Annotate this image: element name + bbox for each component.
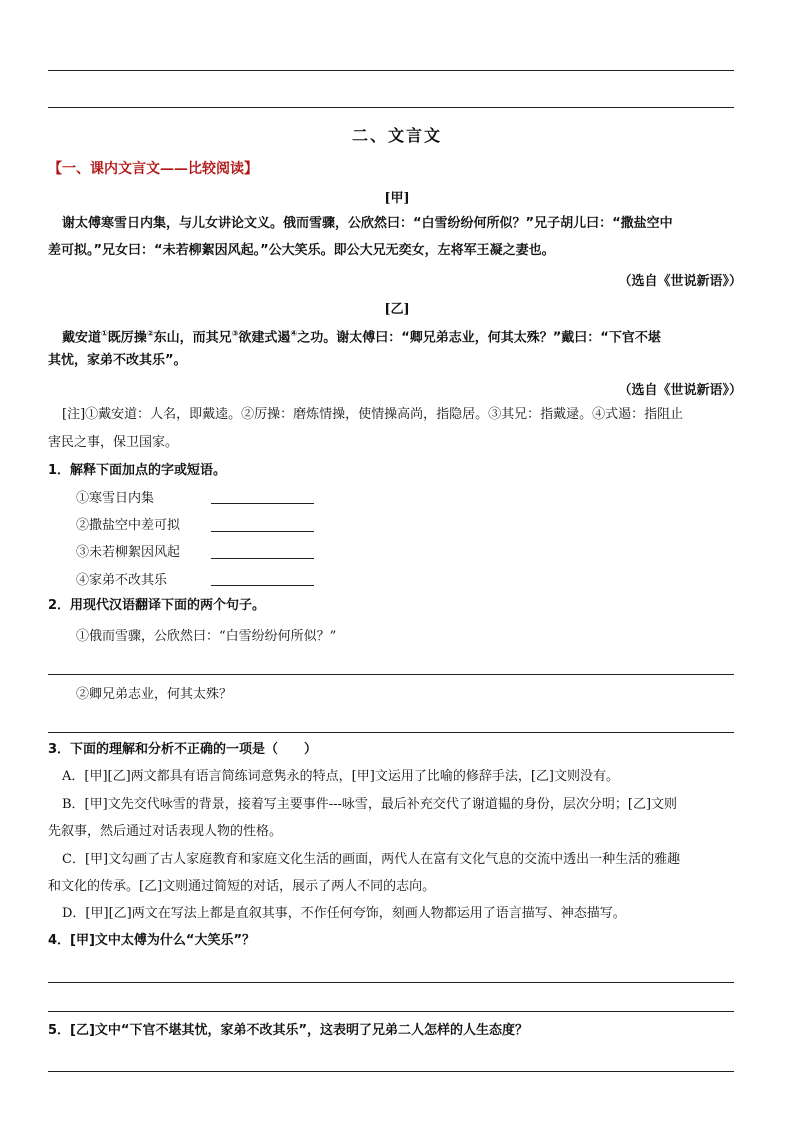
- passage-a-label: [甲]: [384, 191, 410, 206]
- section-heading: 【一、课内文言文——比较阅读】: [48, 161, 258, 177]
- page-title: 二、文言文: [351, 126, 442, 145]
- question-4-title: 4．[甲]文中太傅为什么“大笑乐”？: [48, 933, 256, 948]
- passage-b-text: 东山，而其兄: [153, 330, 232, 346]
- question-3-option-b: B．[甲]文先交代咏雪的背景，接着写主要事件---咏雪，最后补充交代了谢道韫的身份，层次分明；[乙]文则: [62, 797, 678, 812]
- answer-blank[interactable]: [211, 503, 314, 504]
- footnote-marker: ④: [290, 329, 298, 338]
- passage-b-text: 戴安道: [62, 330, 102, 346]
- answer-line[interactable]: [48, 674, 734, 675]
- question-2-title: 2．用现代汉语翻译下面的两个句子。: [48, 598, 266, 613]
- question-3-option-c: 和文化的传承。[乙]文则通过简短的对话，展示了两人不同的志向。: [48, 879, 436, 894]
- question-1-item: ②撒盐空中差可拟: [76, 518, 181, 533]
- answer-blank[interactable]: [211, 585, 314, 586]
- note-line: 害民之事，保卫国家。: [48, 435, 179, 450]
- question-2-sentence: ①俄而雪骤，公欣然曰：“白雪纷纷何所似？”: [76, 629, 337, 644]
- passage-b-label: [乙]: [384, 302, 410, 317]
- answer-line: [48, 70, 734, 71]
- answer-line[interactable]: [48, 1071, 734, 1072]
- question-3-option-b: 先叙事，然后通过对话表现人物的性格。: [48, 824, 283, 839]
- question-3-option-d: D．[甲][乙]两文在写法上都是直叙其事，不作任何夸饰，刻画人物都运用了语言描写、神态描写。: [62, 906, 626, 921]
- question-1-item: ①寒雪日内集: [76, 491, 155, 506]
- footnote-marker: ③: [231, 329, 239, 338]
- question-3-title: 3．下面的理解和分析不正确的一项是（ ）: [48, 742, 318, 757]
- passage-b-text: 之功。谢太傅曰：“卿兄弟志业，何其太殊？”戴曰：“下官不堪: [297, 330, 661, 346]
- passage-a-line: 谢太傅寒雪日内集，与儿女讲论文义。俄而雪骤，公欣然曰：“白雪纷纷何所似？”兄子胡儿曰：“撒盐空中: [62, 216, 673, 231]
- passage-b-text: 欲建式遏: [238, 330, 291, 346]
- passage-b-text: 既厉操: [107, 330, 147, 346]
- question-1-title: 1．解释下面加点的字或短语。: [48, 463, 227, 478]
- answer-line[interactable]: [48, 732, 734, 733]
- footnote-marker: ②: [146, 329, 154, 338]
- passage-b-source: （选自《世说新语》）: [618, 383, 742, 398]
- answer-line[interactable]: [48, 1011, 734, 1012]
- note-line: [注]①戴安道：人名，即戴逵。②厉操：磨炼情操，使情操高尚，指隐居。③其兄：指戴逯。④式遏：指阻止: [62, 407, 684, 422]
- answer-blank[interactable]: [211, 531, 314, 532]
- footnote-marker: ①: [101, 329, 108, 338]
- passage-a-line: 差可拟。”兄女曰：“未若柳絮因风起。”公大笑乐。即公大兄无奕女，左将军王凝之妻也。: [48, 243, 555, 258]
- passage-a-source: （选自《世说新语》）: [618, 274, 742, 289]
- question-2-sentence: ②卿兄弟志业，何其太殊？: [76, 687, 233, 702]
- answer-line[interactable]: [48, 982, 734, 983]
- question-1-item: ③未若柳絮因风起: [76, 545, 181, 560]
- question-5-title: 5．[乙]文中“下官不堪其忧，家弟不改其乐”，这表明了兄弟二人怎样的人生态度？: [48, 1023, 529, 1038]
- passage-b-line: 其忧，家弟不改其乐”。: [48, 353, 187, 368]
- question-3-option-a: A．[甲][乙]两文都具有语言简练词意隽永的特点，[甲]文运用了比喻的修辞手法，[乙]文则没有。: [62, 769, 619, 784]
- passage-b-line: [62, 325, 762, 347]
- question-3-option-c: C．[甲]文勾画了古人家庭教育和家庭文化生活的画面，两代人在富有文化气息的交流中透出一种生活的雅趣: [62, 852, 681, 867]
- answer-line: [48, 107, 734, 108]
- answer-blank[interactable]: [211, 558, 314, 559]
- question-1-item: ④家弟不改其乐: [76, 573, 168, 588]
